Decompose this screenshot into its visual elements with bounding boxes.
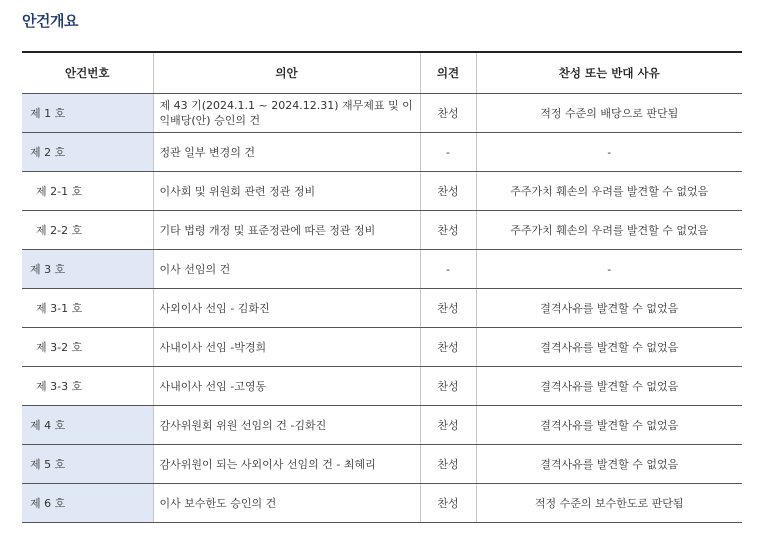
- agenda-cell: 정관 일부 변경의 건: [153, 133, 420, 172]
- opinion-cell: -: [420, 133, 476, 172]
- agenda-number-cell: 제 3-3 호: [22, 367, 153, 406]
- agenda-table: [22, 51, 742, 523]
- opinion-cell: 찬성: [420, 172, 476, 211]
- agenda-cell: 제 43 기(2024.1.1 ~ 2024.12.31) 재무제표 및 이익배당(안) 승인의 건: [153, 94, 420, 133]
- header-reason: 찬성 또는 반대 사유: [476, 52, 742, 94]
- agenda-cell: 이사 보수한도 승인의 건: [153, 484, 420, 523]
- reason-cell: 결격사유를 발견할 수 없었음: [476, 367, 742, 406]
- table-row: [22, 172, 742, 211]
- header-opinion: 의견: [420, 52, 476, 94]
- opinion-cell: 찬성: [420, 484, 476, 523]
- section-title: 안건개요: [22, 12, 78, 30]
- reason-cell: 결격사유를 발견할 수 없었음: [476, 406, 742, 445]
- agenda-number-cell: 제 6 호: [22, 484, 153, 523]
- agenda-number-cell: 제 1 호: [22, 94, 153, 133]
- table-row: [22, 328, 742, 367]
- reason-cell: 적정 수준의 배당으로 판단됨: [476, 94, 742, 133]
- table-row: [22, 367, 742, 406]
- opinion-cell: -: [420, 250, 476, 289]
- agenda-cell: 사내이사 선임 -고영동: [153, 367, 420, 406]
- agenda-number-cell: 제 3-2 호: [22, 328, 153, 367]
- opinion-cell: 찬성: [420, 94, 476, 133]
- table-row: [22, 406, 742, 445]
- opinion-cell: 찬성: [420, 367, 476, 406]
- table-row: [22, 445, 742, 484]
- agenda-number-cell: 제 2-2 호: [22, 211, 153, 250]
- header-agenda-number: 안건번호: [22, 52, 153, 94]
- agenda-cell: 이사회 및 위원회 관련 정관 정비: [153, 172, 420, 211]
- reason-cell: 주주가치 훼손의 우려를 발견할 수 없었음: [476, 172, 742, 211]
- agenda-cell: 이사 선임의 건: [153, 250, 420, 289]
- reason-cell: 결격사유를 발견할 수 없었음: [476, 445, 742, 484]
- table-header-row: [22, 52, 742, 94]
- reason-cell: 주주가치 훼손의 우려를 발견할 수 없었음: [476, 211, 742, 250]
- table-row: [22, 289, 742, 328]
- agenda-cell: 감사위원이 되는 사외이사 선임의 건 - 최혜리: [153, 445, 420, 484]
- table-row: [22, 211, 742, 250]
- table-row: [22, 484, 742, 523]
- opinion-cell: 찬성: [420, 328, 476, 367]
- agenda-cell: 기타 법령 개정 및 표준정관에 따른 정관 정비: [153, 211, 420, 250]
- agenda-number-cell: 제 5 호: [22, 445, 153, 484]
- agenda-cell: 감사위원회 위원 선임의 건 -김화진: [153, 406, 420, 445]
- agenda-cell: 사내이사 선임 -박경희: [153, 328, 420, 367]
- opinion-cell: 찬성: [420, 211, 476, 250]
- opinion-cell: 찬성: [420, 406, 476, 445]
- table-row: [22, 133, 742, 172]
- opinion-cell: 찬성: [420, 289, 476, 328]
- agenda-number-cell: 제 2-1 호: [22, 172, 153, 211]
- agenda-number-cell: 제 4 호: [22, 406, 153, 445]
- agenda-number-cell: 제 3-1 호: [22, 289, 153, 328]
- table-row: [22, 94, 742, 133]
- header-agenda: 의안: [153, 52, 420, 94]
- reason-cell: -: [476, 133, 742, 172]
- reason-cell: 적정 수준의 보수한도로 판단됨: [476, 484, 742, 523]
- agenda-number-cell: 제 3 호: [22, 250, 153, 289]
- reason-cell: -: [476, 250, 742, 289]
- agenda-cell: 사외이사 선임 - 김화진: [153, 289, 420, 328]
- reason-cell: 결격사유를 발견할 수 없었음: [476, 289, 742, 328]
- agenda-number-cell: 제 2 호: [22, 133, 153, 172]
- table-row: [22, 250, 742, 289]
- reason-cell: 결격사유를 발견할 수 없었음: [476, 328, 742, 367]
- opinion-cell: 찬성: [420, 445, 476, 484]
